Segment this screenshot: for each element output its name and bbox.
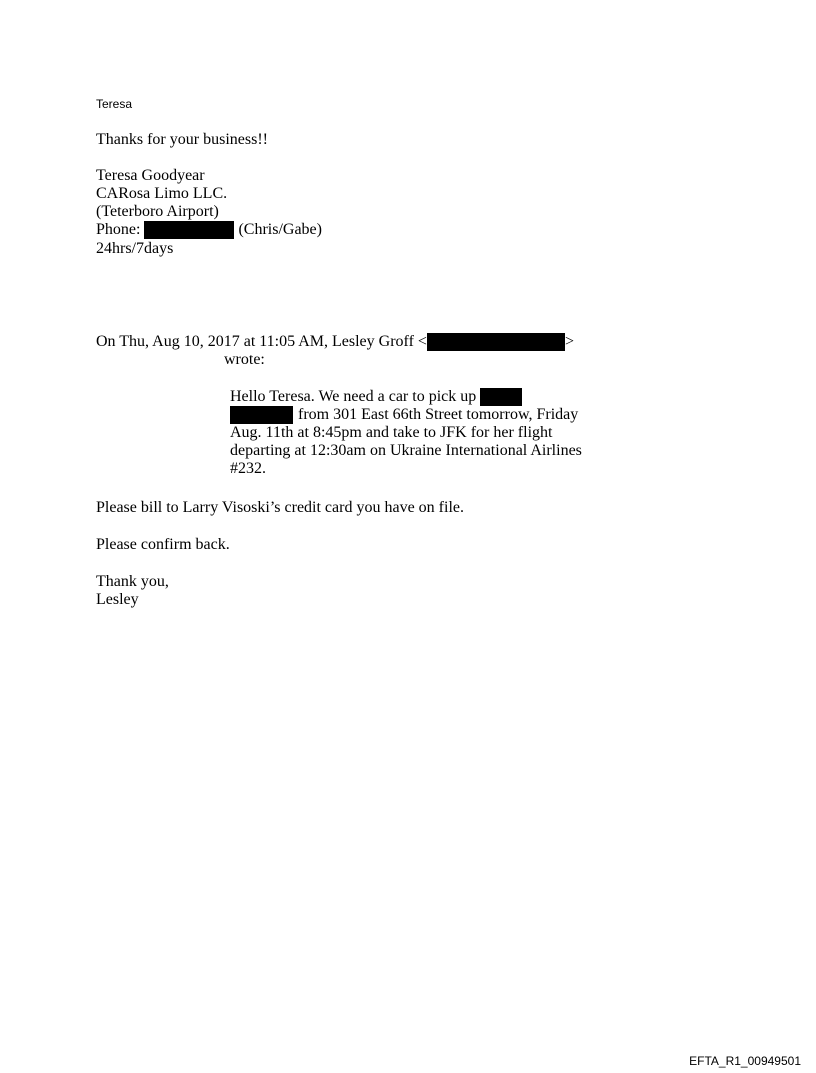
phone-suffix: (Chris/Gabe) [238, 221, 322, 238]
attribution-wrote: wrote: [224, 351, 265, 368]
document-id: EFTA_R1_00949501 [689, 1054, 801, 1068]
quoted-line-1: Hello Teresa. We need a car to pick up [230, 388, 522, 406]
attribution-suffix: > [564, 333, 574, 350]
closing-name: Lesley [96, 591, 139, 608]
billing-line: Please bill to Larry Visoski’s credit card you have on file. [96, 499, 464, 516]
signature-hours: 24hrs/7days [96, 240, 174, 257]
redaction-box [144, 221, 234, 239]
phone-label: Phone: [96, 221, 141, 238]
signature-phone [96, 221, 322, 239]
closing-line: Thank you, [96, 573, 169, 590]
attribution-prefix: On Thu, Aug 10, 2017 at 11:05 AM, Lesley Groff < [96, 333, 427, 350]
sender-name: Teresa [96, 97, 133, 111]
redaction-box [480, 388, 522, 406]
signature-name: Teresa Goodyear [96, 167, 205, 184]
signature-company: CARosa Limo LLC. [96, 185, 228, 202]
redaction-box [230, 406, 293, 424]
quoted-line-3: Aug. 11th at 8:45pm and take to JFK for her flight [230, 424, 553, 441]
signature-location: (Teterboro Airport) [96, 203, 219, 220]
redaction-box [427, 333, 565, 351]
quote-attribution [96, 333, 574, 351]
confirm-line: Please confirm back. [96, 536, 230, 553]
quoted-line-5: #232. [230, 460, 266, 477]
quoted-line-2: from 301 East 66th Street tomorrow, Friday [230, 406, 578, 424]
thanks-line: Thanks for your business!! [96, 131, 268, 148]
quoted-line-4: departing at 12:30am on Ukraine International Airlines [230, 442, 582, 459]
